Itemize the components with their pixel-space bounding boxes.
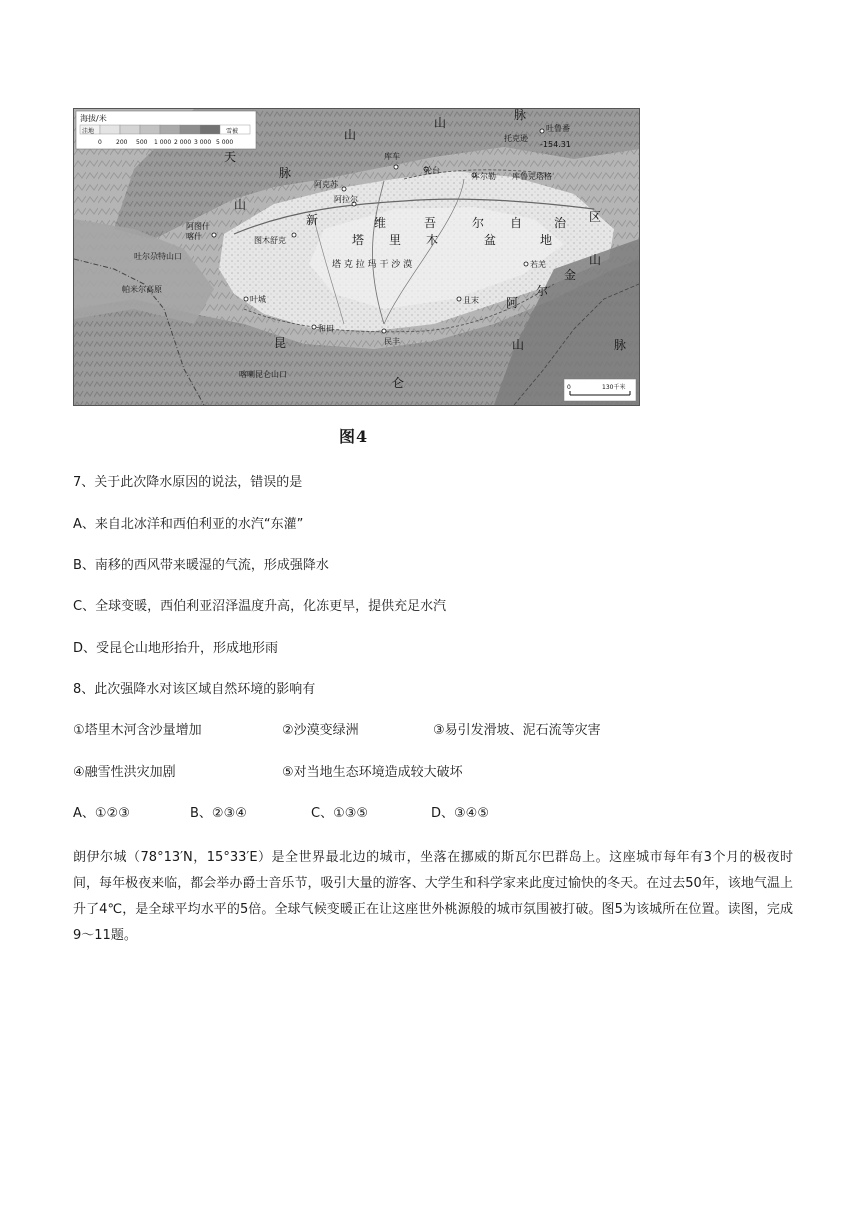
label-mai-top: 脉	[514, 109, 527, 122]
city-dot-hotan	[312, 325, 316, 329]
scale-label: 130千米	[602, 384, 626, 391]
q7-stem: 7、关于此次降水原因的说法，错误的是	[73, 475, 303, 490]
label-li: 里	[389, 233, 402, 247]
elevation-legend	[76, 111, 256, 149]
city-hotan: 和田	[318, 324, 334, 333]
q8-option-a: A、①②③	[73, 806, 130, 821]
legend-tick-2: 500	[136, 139, 148, 146]
q8-statement-4: ④融雪性洪灾加剧	[73, 765, 176, 780]
label-shan-top: 山	[344, 128, 357, 142]
legend-tick-5: 3 000	[194, 139, 212, 146]
label-di: 地	[540, 233, 553, 247]
q8-statement-3: ③易引发滑坡、泥石流等灾害	[433, 723, 601, 738]
city-dot-minfeng	[382, 329, 386, 333]
label-zi: 自	[510, 216, 523, 230]
label-kunlun-2: 仑	[392, 376, 405, 390]
city-dot-turpan	[540, 129, 544, 133]
figure-caption: 图4	[339, 427, 369, 446]
q8-statement-5: ⑤对当地生态环境造成较大破坏	[282, 765, 463, 780]
legend-tick-3: 1 000	[154, 139, 172, 146]
label-ta: 塔	[352, 233, 365, 247]
label-zhi: 治	[554, 216, 567, 230]
label-mai: 脉	[279, 166, 292, 180]
label-tianshan-1: 天	[224, 150, 237, 164]
city-dot-kuqa	[394, 165, 398, 169]
label-wu: 吾	[424, 216, 437, 230]
city-toksun: 托克逊	[504, 134, 528, 143]
legend-tick-1: 200	[116, 139, 128, 146]
legend-tick-6: 5 000	[216, 139, 234, 146]
legend-tick-4: 2 000	[174, 139, 192, 146]
label-kunlun-1: 昆	[274, 336, 287, 350]
label-aerjin-4: 山	[589, 253, 602, 267]
q8-option-b: B、②③④	[190, 806, 247, 821]
terrain-map	[74, 109, 639, 405]
legend-swatch-4	[160, 125, 180, 134]
label-mu: 木	[426, 233, 439, 247]
label-aerjin-2: 尔	[536, 284, 549, 298]
q8-option-d: D、③④⑤	[431, 806, 489, 821]
legend-low-label: 洼地	[82, 128, 95, 135]
label-shan-top2: 山	[434, 116, 447, 130]
label-shan-right: 山	[512, 338, 525, 352]
label-kuluk: 库鲁克塔格	[512, 172, 552, 181]
label-karakoram-pass: 喀喇昆仑山口	[239, 370, 287, 379]
label-tor-pass: 吐尔尕特山口	[134, 252, 182, 261]
label-mai-right: 脉	[614, 338, 627, 352]
scale-zero: 0	[567, 384, 571, 391]
reading-passage: 朗伊尔城（78°13′N，15°33′E）是全世界最北边的城市，坐落在挪威的斯瓦尔巴群岛上。这座城市每年有3个月的极夜时间，每年极夜来临，都会举办爵士音乐节，吸引大量的游客、大学生和科学家来此度过愉快的冬天。在过去50年，该地气温上升了4℃，是全球平均水平的5倍。全球气候变暖正在让这座世外桃源般的城市氛围被打破。图5为该城所在位置。读图，完成9～11题。	[73, 850, 793, 943]
city-luntai: 轮台	[424, 166, 440, 175]
legend-swatch-5	[180, 125, 200, 134]
label-wei: 维	[374, 216, 387, 230]
label-pamir: 帕米尔高原	[122, 285, 162, 294]
city-qiemo: 且末	[463, 296, 479, 305]
legend-swatch-1	[100, 125, 120, 134]
city-dot-qiemo	[457, 297, 461, 301]
legend-swatch-2	[120, 125, 140, 134]
legend-high-label: 雪被	[226, 128, 239, 135]
city-dot-aksu	[342, 187, 346, 191]
city-alar: 阿拉尔	[334, 195, 358, 204]
label-aerjin-1: 阿	[506, 296, 519, 310]
city-dot-yecheng	[244, 297, 248, 301]
label-xin: 新	[306, 213, 319, 227]
legend-title: 海拔/米	[80, 114, 107, 123]
city-kashgar: 喀什	[186, 232, 202, 241]
q8-statement-1: ①塔里木河含沙量增加	[73, 723, 202, 738]
q7-option-a: A、来自北冰洋和西伯利亚的水汽“东灌”	[73, 517, 304, 532]
city-yecheng: 叶城	[250, 295, 266, 304]
city-aksu: 阿克苏	[314, 180, 338, 189]
city-artux: 阿图什	[186, 222, 210, 231]
city-kuqa: 库车	[384, 152, 400, 161]
label-desert: 塔 克 拉 玛 干 沙 漠	[332, 260, 413, 270]
terrain-map-figure	[73, 108, 640, 406]
label-er: 尔	[472, 216, 485, 230]
city-minfeng: 民丰	[384, 337, 400, 346]
q7-option-d: D、受昆仑山地形抬升，形成地形雨	[73, 641, 279, 656]
legend-swatch-3	[140, 125, 160, 134]
label-tianshan-2: 山	[234, 198, 247, 212]
legend-swatch-6	[200, 125, 220, 134]
label-pen: 盆	[484, 233, 497, 247]
label-aerjin-3: 金	[564, 268, 577, 282]
q7-option-b: B、南移的西风带来暖湿的气流，形成强降水	[73, 558, 329, 573]
city-dot-tumxuk	[292, 233, 296, 237]
legend-tick-0: 0	[98, 139, 102, 146]
q8-option-c: C、①③⑤	[311, 806, 369, 821]
q8-statement-2: ②沙漠变绿洲	[282, 723, 359, 738]
city-tumxuk: 图木舒克	[254, 236, 286, 245]
q7-option-c: C、全球变暖，西伯利亚沼泽温度升高，化冻更早，提供充足水汽	[73, 599, 447, 614]
city-korla: 库尔勒	[472, 172, 496, 181]
city-turpan: 吐鲁番	[546, 124, 570, 133]
label-elevation: -154.31	[540, 140, 571, 149]
q8-stem: 8、此次强降水对该区域自然环境的影响有	[73, 682, 316, 697]
city-dot-kashgar	[212, 233, 216, 237]
label-qu: 区	[589, 210, 602, 224]
city-dot-ruoqiang	[524, 262, 528, 266]
city-ruoqiang: 若羌	[530, 260, 546, 269]
scale-bar	[564, 379, 636, 401]
